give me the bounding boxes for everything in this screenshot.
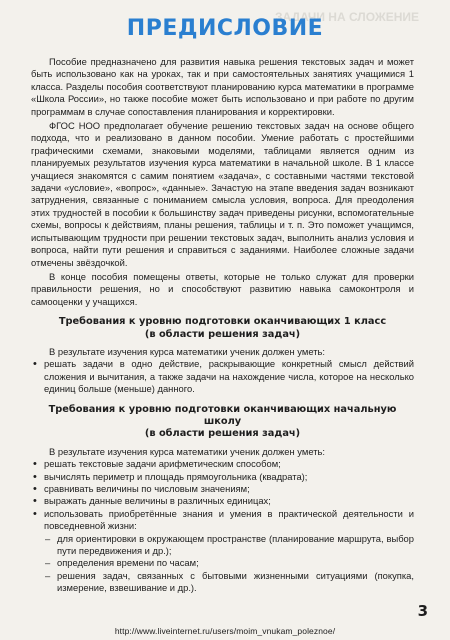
page-number: 3 bbox=[417, 602, 428, 620]
list-item: • решать текстовые задачи арифметическим способом; bbox=[31, 458, 414, 470]
source-url: http://www.liveinternet.ru/users/moim_vnukam_poleznoe/ bbox=[114, 626, 336, 636]
list-item: • выражать данные величины в различных единицах; bbox=[31, 495, 414, 507]
sub-list-item: – для ориентировки в окружающем пространстве (планирование маршрута, выбор пути передвижения и др.); bbox=[31, 533, 414, 558]
section-grade1-list bbox=[31, 358, 414, 395]
section-heading-primary-line2: (в области решения задач) bbox=[144, 428, 301, 440]
list-item: • использовать приобретённые знания и умения в практической деятельности и повседневной жизни: bbox=[31, 508, 414, 533]
section-heading-grade1-line1: Требования к уровню подготовки оканчивающих 1 класс bbox=[58, 316, 387, 328]
bleed-through-heading: ЗАДАЧИ НА СЛОЖЕНИЕ bbox=[274, 10, 420, 24]
list-item: • вычислять периметр и площадь прямоугольника (квадрата); bbox=[31, 471, 414, 483]
intro-paragraph-1: Пособие предназначено для развития навыка решения текстовых задач и может быть использовано как на уроках, так и при самостоятельных занятиях учащимися 1 класса. Разделы пособия соответствуют планированию курса математики в программе «Школа России», но также пособие может быть использовано и при работе по другим программам в случае сопоставления планирования и корректировки. bbox=[31, 56, 414, 117]
section-grade1-lead: В результате изучения курса математики ученик должен уметь: bbox=[49, 345, 326, 357]
sub-list-item: – решения задач, связанных с бытовыми жизненными ситуациями (покупка, измерение, взвешивание и др.). bbox=[31, 570, 414, 595]
section-heading-primary-line1: Требования к уровню подготовки оканчивающих начальную школу bbox=[48, 403, 397, 427]
intro-paragraph-2: ФГОС НОО предполагает обучение решению текстовых задач на основе общего подхода, что и реализовано в данном пособии. Умение работать с простейшими графическими схемами, знаковыми моделями, таблицами является одним из планируемых результатов изучения курса математики в начальной школе. В 1 классе учащиеся знакомятся с самим понятием «задача», с составными частями текстовой задачи «условие», «вопрос», «данные». Зачастую на этапе введения задач возникают затруднения, связанные с пониманием смысла условия, вопроса. Для преодоления этих трудностей в пособии к большинству задач приведены рисунки, вспомогательные схемы, вопросы к действиям, планы решения, таблицы и т. п. Это поможет учащимся, испытывающим трудности при решении текстовых задач, выполнить анализ условия и вопроса, найти пути решения и справиться с заданиями. Наиболее сложные задачи отмечены звёздочкой. bbox=[31, 120, 414, 268]
intro-paragraph-3: В конце пособия помещены ответы, которые не только служат для проверки правильности решения, но и способствуют развитию навыка самоконтроля и самооценки у учащихся. bbox=[31, 270, 414, 307]
page-title: ПРЕДИСЛОВИЕ bbox=[126, 16, 324, 41]
list-item: • решать задачи в одно действие, раскрывающие конкретный смысл действий сложения и вычитания, а также задачи на нахождение числа, которое на несколько единиц больше (меньше) данного. bbox=[31, 358, 414, 395]
sub-list-item: – определения времени по часам; bbox=[31, 557, 414, 569]
list-item: • сравнивать величины по числовым значениям; bbox=[31, 483, 414, 495]
section-primary-list bbox=[31, 458, 414, 594]
section-heading-grade1 bbox=[31, 316, 414, 341]
section-primary-lead: В результате изучения курса математики ученик должен уметь: bbox=[49, 445, 326, 457]
section-heading-grade1-line2: (в области решения задач) bbox=[144, 328, 301, 340]
section-heading-primary bbox=[31, 404, 414, 441]
document-body bbox=[31, 56, 414, 595]
